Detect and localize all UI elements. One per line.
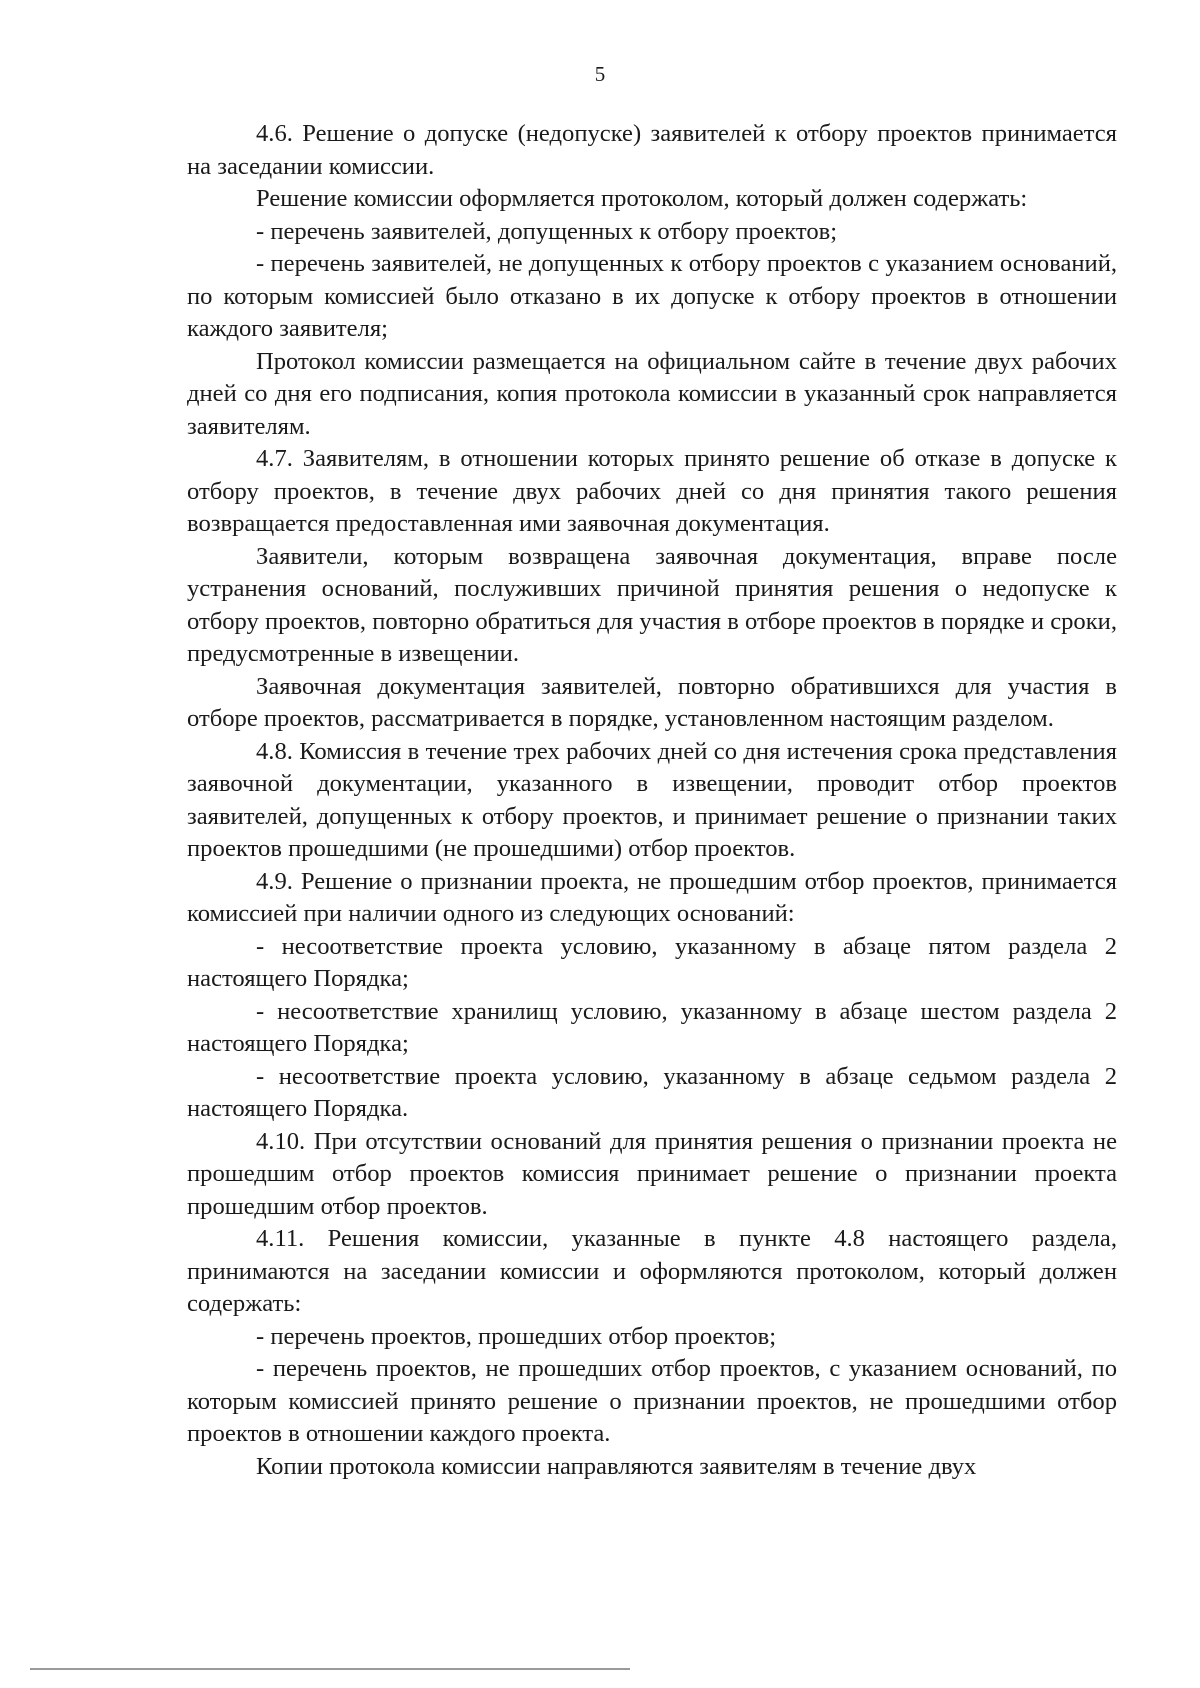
paragraph-4-10: 4.10. При отсутствии оснований для принятия решения о признании проекта не прошедшим отбор проектов комиссия принимает решение о признании проекта прошедшим отбор проектов. [187,1127,1117,1220]
list-item-ground-seventh: - несоответствие проекта условию, указанному в абзаце седьмом раздела 2 настоящего Порядка. [187,1062,1117,1122]
paragraph-resubmission-review: Заявочная документация заявителей, повторно обратившихся для участия в отборе проектов, рассматривается в порядке, установленном настоящим разделом. [187,672,1117,732]
paragraph-4-8: 4.8. Комиссия в течение трех рабочих дней со дня истечения срока представления заявочной документации, указанного в извещении, проводит отбор проектов заявителей, допущенных к отбору проектов, и принимает решение о признании таких проектов прошедшими (не прошедшими) отбор проектов. [187,737,1117,862]
list-item-failed-projects: - перечень проектов, не прошедших отбор проектов, с указанием оснований, по которым комиссией принято решение о признании проектов, не прошедшими отбор проектов в отношении каждого проекта. [187,1355,1117,1447]
page-number: 5 [594,62,606,86]
paragraph-protocol-publication: Протокол комиссии размещается на официальном сайте в течение двух рабочих дней со дня его подписания, копия протокола комиссии в указанный срок направляется заявителям. [187,347,1117,440]
list-item-admitted-applicants: - перечень заявителей, допущенных к отбору проектов; [256,217,838,245]
paragraph-4-9: 4.9. Решение о признании проекта, не прошедшим отбор проектов, принимается комиссией при наличии одного из следующих оснований: [187,867,1117,927]
bottom-scan-line [30,1668,630,1670]
list-item-ground-fifth: - несоответствие проекта условию, указанному в абзаце пятом раздела 2 настоящего Порядка; [187,932,1117,992]
paragraph-4-6: 4.6. Решение о допуске (недопуске) заявителей к отбору проектов принимается на заседании комиссии. [187,120,1117,180]
list-item-rejected-applicants: - перечень заявителей, не допущенных к отбору проектов с указанием оснований, по которым комиссией было отказано в их допуске к отбору проектов в отношении каждого заявителя; [187,250,1117,342]
paragraph-protocol-copies: Копии протокола комиссии направляются заявителям в течение двух [256,1452,977,1480]
paragraph-resubmission: Заявители, которым возвращена заявочная документация, вправе после устранения оснований, послуживших причиной принятия решения о недопуске к отбору проектов, повторно обратиться для участия в отборе проектов в порядке и сроки, предусмотренные в извещении. [187,542,1117,667]
document-body [187,118,1117,1483]
paragraph-protocol-content: Решение комиссии оформляется протоколом, который должен содержать: [256,185,1028,212]
paragraph-4-7: 4.7. Заявителям, в отношении которых принято решение об отказе в допуске к отбору проектов, в течение двух рабочих дней со дня принятия такого решения возвращается предоставленная ими заявочная документация. [187,445,1117,537]
list-item-ground-sixth: - несоответствие хранилищ условию, указанному в абзаце шестом раздела 2 настоящего Порядка; [187,997,1117,1057]
paragraph-4-11: 4.11. Решения комиссии, указанные в пункте 4.8 настоящего раздела, принимаются на заседании комиссии и оформляются протоколом, который должен содержать: [187,1225,1117,1317]
list-item-passed-projects: - перечень проектов, прошедших отбор проектов; [256,1322,777,1350]
